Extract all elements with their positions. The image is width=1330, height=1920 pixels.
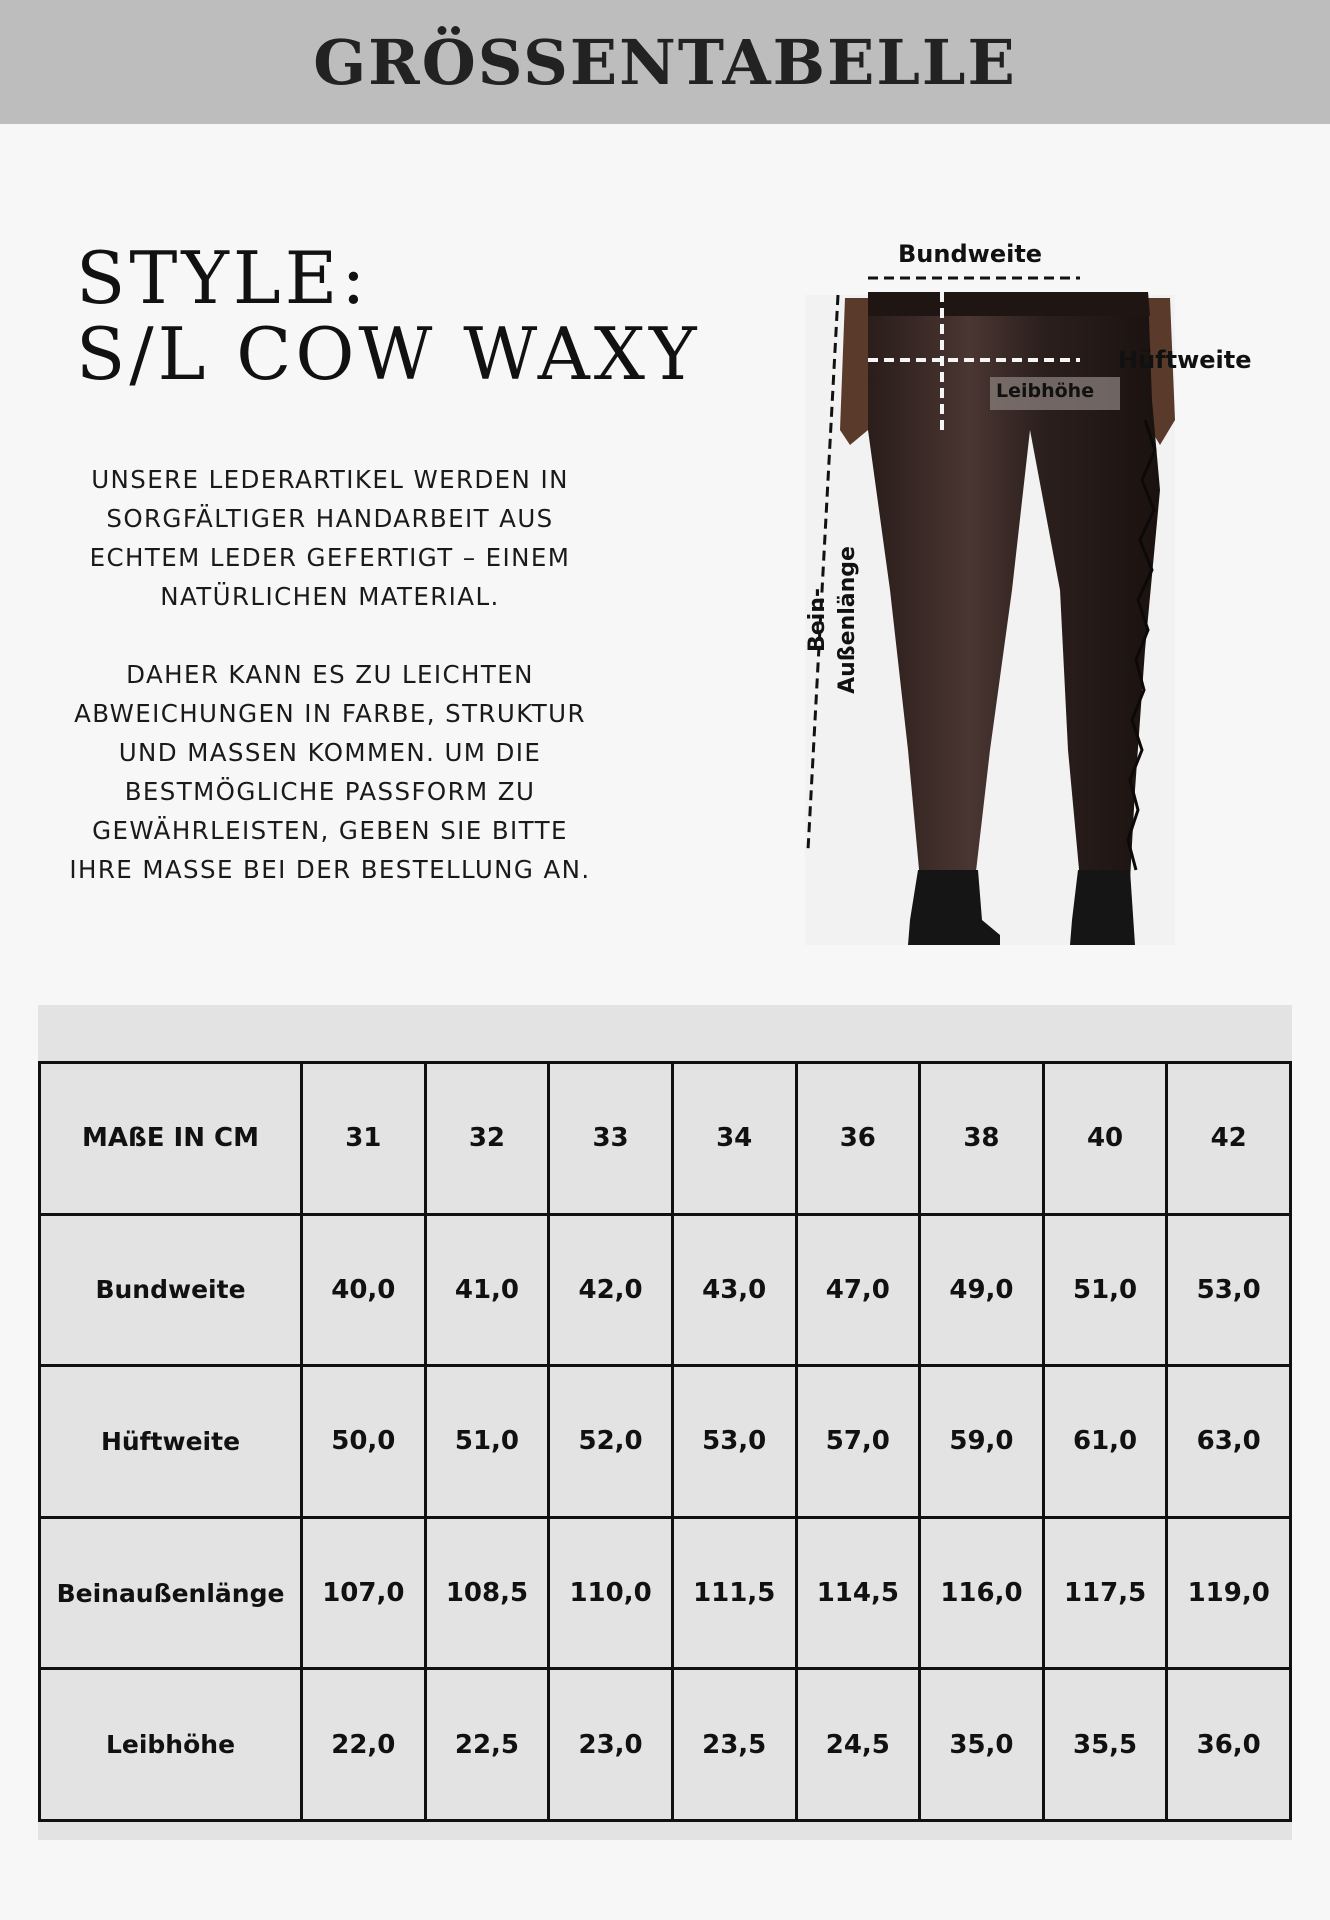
style-title — [76, 236, 701, 396]
table-cell: 61,0 — [1043, 1366, 1167, 1518]
label-hueftweite: Hüftweite — [1118, 346, 1252, 374]
table-row-leibhoehe — [40, 1669, 1291, 1821]
size-col-header: 34 — [672, 1063, 796, 1215]
label-bein-line-2: Außenlänge — [835, 546, 860, 694]
table-cell: 41,0 — [425, 1214, 549, 1366]
label-bein-aussenlaenge — [803, 545, 863, 695]
table-cell: 111,5 — [672, 1517, 796, 1669]
label-leibhoehe: Leibhöhe — [996, 380, 1095, 402]
table-cell: 22,0 — [302, 1669, 426, 1821]
style-title-line-1: STYLE: — [76, 236, 370, 320]
table-cell: 23,0 — [549, 1669, 673, 1821]
size-col-header: 31 — [302, 1063, 426, 1215]
table-cell: 42,0 — [549, 1214, 673, 1366]
table-cell: 40,0 — [302, 1214, 426, 1366]
size-col-header: 42 — [1167, 1063, 1291, 1215]
table-cell: 51,0 — [425, 1366, 549, 1518]
right-boot — [1070, 870, 1135, 945]
table-cell: 47,0 — [796, 1214, 920, 1366]
table-cell: 52,0 — [549, 1366, 673, 1518]
table-cell: 36,0 — [1167, 1669, 1291, 1821]
table-cell: 117,5 — [1043, 1517, 1167, 1669]
table-cell: 63,0 — [1167, 1366, 1291, 1518]
label-bein-line-1: Bein- — [805, 587, 830, 653]
table-cell: 24,5 — [796, 1669, 920, 1821]
table-cell: 49,0 — [920, 1214, 1044, 1366]
table-cell: 116,0 — [920, 1517, 1044, 1669]
style-title-line-2: S/L COW WAXY — [76, 312, 701, 396]
row-label: Bundweite — [40, 1214, 302, 1366]
table-cell: 43,0 — [672, 1214, 796, 1366]
table-cell: 23,5 — [672, 1669, 796, 1821]
description-paragraph-1: UNSERE LEDERARTIKEL WERDEN IN SORGFÄLTIGER HANDARBEIT AUS ECHTEM LEDER GEFERTIGT – EINEM NATÜRLICHEN MATERIAL. — [89, 465, 571, 611]
size-col-header: 33 — [549, 1063, 673, 1215]
size-col-header: 36 — [796, 1063, 920, 1215]
size-col-header: 38 — [920, 1063, 1044, 1215]
table-cell: 53,0 — [672, 1366, 796, 1518]
size-col-header: 40 — [1043, 1063, 1167, 1215]
table-row-beinaussenlaenge — [40, 1517, 1291, 1669]
table-cell: 119,0 — [1167, 1517, 1291, 1669]
size-col-header: 32 — [425, 1063, 549, 1215]
waistband — [868, 292, 1150, 316]
page-title: GRÖSSENTABELLE — [313, 25, 1017, 99]
table-corner-label: MAßE IN CM — [40, 1063, 302, 1215]
label-bundweite: Bundweite — [898, 240, 1043, 268]
table-cell: 51,0 — [1043, 1214, 1167, 1366]
table-cell: 57,0 — [796, 1366, 920, 1518]
table-cell: 35,5 — [1043, 1669, 1167, 1821]
table-row-hueftweite — [40, 1366, 1291, 1518]
size-table — [38, 1061, 1292, 1822]
trousers-measurement-figure — [750, 230, 1250, 950]
description — [60, 460, 600, 889]
table-cell: 108,5 — [425, 1517, 549, 1669]
table-cell: 110,0 — [549, 1517, 673, 1669]
table-cell: 59,0 — [920, 1366, 1044, 1518]
header-bar — [0, 0, 1330, 124]
table-cell: 107,0 — [302, 1517, 426, 1669]
table-row-bundweite — [40, 1214, 1291, 1366]
table-cell: 53,0 — [1167, 1214, 1291, 1366]
row-label: Hüftweite — [40, 1366, 302, 1518]
table-cell: 22,5 — [425, 1669, 549, 1821]
table-cell: 114,5 — [796, 1517, 920, 1669]
left-hand — [840, 298, 870, 445]
table-cell: 50,0 — [302, 1366, 426, 1518]
row-label: Leibhöhe — [40, 1669, 302, 1821]
description-paragraph-2: DAHER KANN ES ZU LEICHTEN ABWEICHUNGEN IN FARBE, STRUKTUR UND MASSEN KOMMEN. UM DIE BESTMÖGLICHE PASSFORM ZU GEWÄHRLEISTEN, GEBEN SIE BITTE IHRE MASSE BEI DER BESTELLUNG AN. — [69, 660, 591, 884]
table-cell: 35,0 — [920, 1669, 1044, 1821]
row-label: Beinaußenlänge — [40, 1517, 302, 1669]
size-header-row — [40, 1063, 1291, 1215]
